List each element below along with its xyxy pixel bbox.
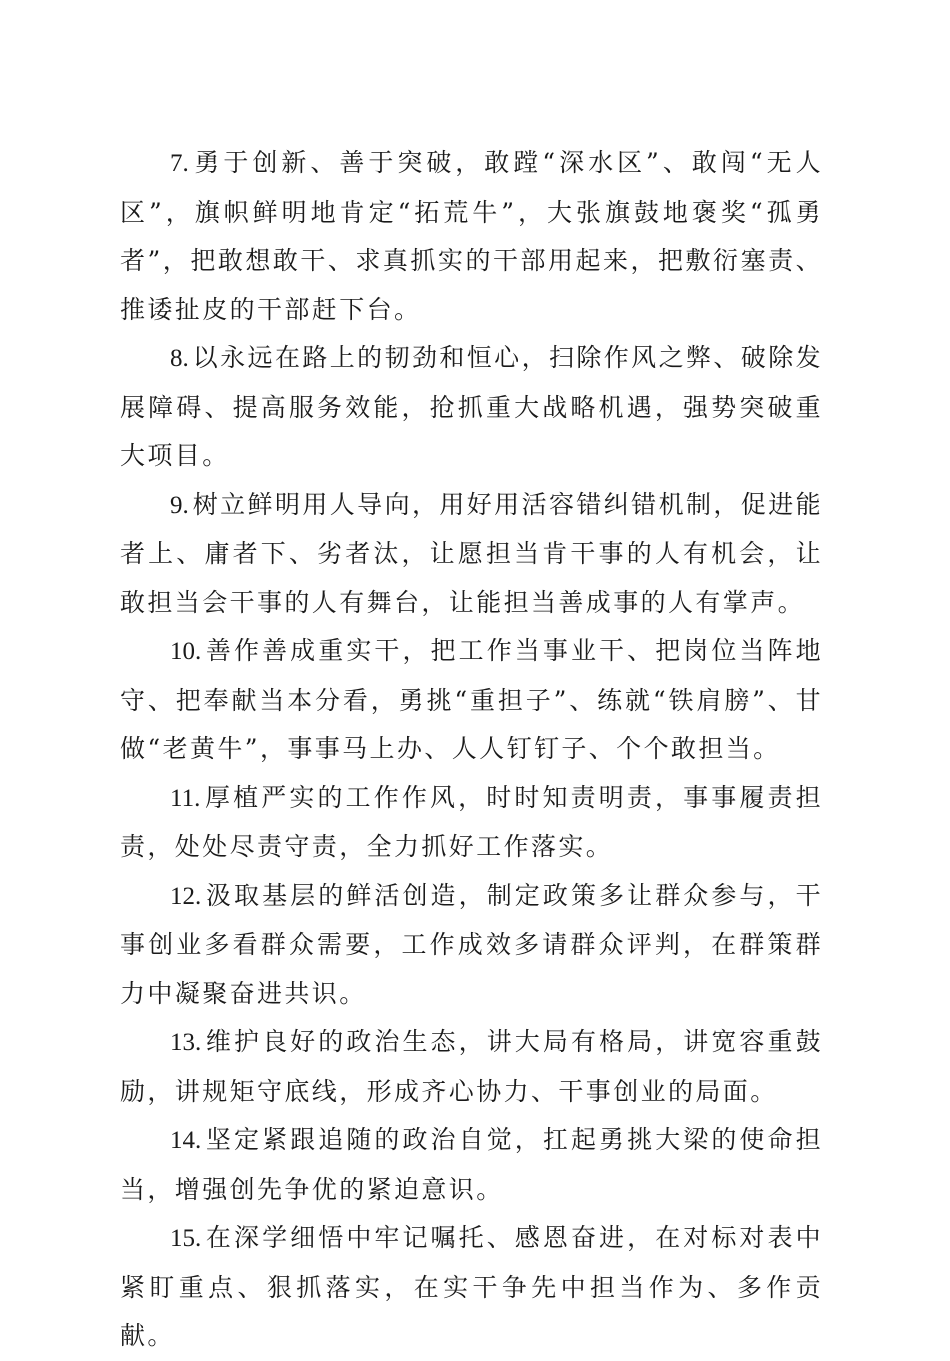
paragraph-number: 9. (170, 491, 189, 519)
paragraph-15 (120, 1214, 823, 1361)
paragraph-11 (120, 774, 823, 872)
paragraph-number: 13. (170, 1029, 202, 1056)
paragraph-text: 以永远在路上的韧劲和恒心，扫除作风之弊、破除发展障碍、提高服务效能，抢抓重大战略机遇，强势突破重大项目。 (120, 343, 823, 470)
paragraph-text: 善作善成重实干，把工作当事业干、把岗位当阵地守、把奉献当本分看，勇挑“重担子”、练就“铁肩膀”、甘做“老黄牛”，事事马上办、人人钉钉子、个个敢担当。 (120, 636, 823, 763)
document-body (120, 139, 823, 1361)
paragraph-number: 11. (170, 784, 201, 812)
paragraph-7 (120, 139, 823, 334)
paragraph-number: 15. (170, 1225, 202, 1252)
paragraph-text: 树立鲜明用人导向，用好用活容错纠错机制，促进能者上、庸者下、劣者汰，让愿担当肯干事的人有机会，让敢担当会干事的人有舞台，让能担当善成事的人有掌声。 (120, 489, 823, 617)
paragraph-text: 维护良好的政治生态，讲大局有格局，讲宽容重鼓励，讲规矩守底线，形成齐心协力、干事创业的局面。 (120, 1027, 823, 1106)
paragraph-12 (120, 872, 823, 1019)
paragraph-8 (120, 334, 823, 481)
paragraph-text: 在深学细悟中牢记嘱托、感恩奋进，在对标对表中紧盯重点、狠抓落实，在实干争先中担当作为、多作贡献。 (120, 1223, 823, 1350)
paragraph-text: 汲取基层的鲜活创造，制定政策多让群众参与，干事创业多看群众需要，工作成效多请群众评判，在群策群力中凝聚奋进共识。 (120, 880, 823, 1008)
paragraph-10 (120, 627, 823, 774)
paragraph-9 (120, 481, 823, 628)
paragraph-text: 坚定紧跟追随的政治自觉，扛起勇挑大梁的使命担当，增强创先争优的紧迫意识。 (120, 1125, 823, 1204)
paragraph-number: 14. (170, 1127, 202, 1154)
paragraph-number: 10. (170, 638, 202, 665)
paragraph-number: 7. (170, 150, 189, 177)
paragraph-text: 勇于创新、善于突破，敢蹚“深水区”、敢闯“无人区”，旗帜鲜明地肯定“拓荒牛”，大张旗鼓地褒奖“孤勇者”，把敢想敢干、求真抓实的干部用起来，把敷衍塞责、推诿扯皮的干部赶下台。 (120, 148, 823, 324)
paragraph-13 (120, 1018, 823, 1116)
paragraph-number: 12. (170, 882, 202, 910)
paragraph-number: 8. (170, 345, 189, 372)
paragraph-text: 厚植严实的工作作风，时时知责明责，事事履责担责，处处尽责守责，全力抓好工作落实。 (120, 782, 823, 861)
paragraph-14 (120, 1116, 823, 1214)
